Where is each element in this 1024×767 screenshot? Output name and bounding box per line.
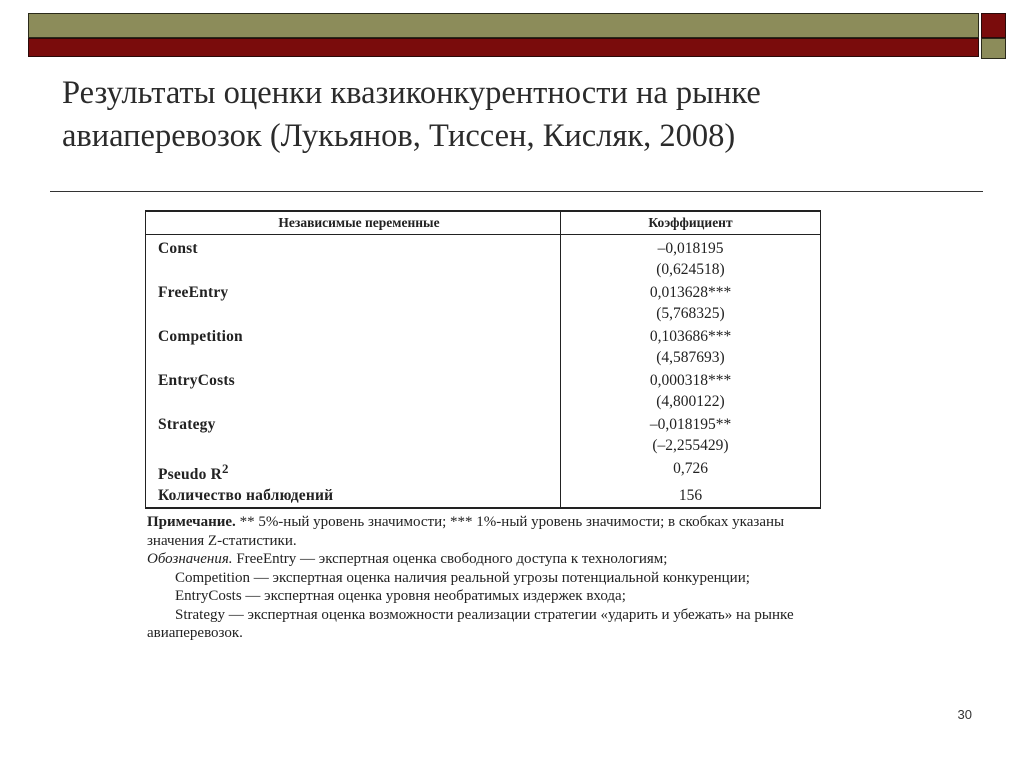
page-number: 30 <box>957 707 972 722</box>
table-row <box>146 414 821 458</box>
legend-entrycosts: EntryCosts — экспертная оценка уровня необратимых издержек входа; <box>175 588 626 604</box>
coef-value: 0,103686*** <box>649 328 732 345</box>
coefficient-cell <box>561 414 821 458</box>
corner-olive-block <box>981 38 1006 59</box>
pseudo-r-superscript: 2 <box>222 461 229 476</box>
legend-paragraph <box>147 550 823 569</box>
z-stat-value: (4,800122) <box>656 393 725 410</box>
coef-value: 0,013628*** <box>649 284 732 301</box>
variable-name: Количество наблюдений <box>146 485 561 508</box>
top-olive-stripe <box>28 13 979 38</box>
coefficient-cell <box>561 370 821 414</box>
z-stat-value: (5,768325) <box>656 305 725 322</box>
coefficient-cell <box>561 282 821 326</box>
coefficient-cell <box>561 235 821 283</box>
top-decoration-bar <box>28 13 979 59</box>
note-paragraph <box>147 513 823 550</box>
legend-competition: Competition — экспертная оценка наличия реальной угрозы потенциальной конкуренции; <box>175 569 750 586</box>
legend-freeentry: FreeEntry — экспертная оценка свободного доступа к технологиям; <box>236 551 668 567</box>
legend-label: Обозначения. <box>147 551 233 567</box>
header-coefficient: Коэффициент <box>561 211 821 235</box>
title-divider <box>50 191 983 192</box>
coef-value: 0,726 <box>673 460 708 477</box>
note-text: ** 5%-ный уровень значимости; *** 1%-ный уровень значимости; в скобках указаны значения Z-статистики. <box>147 514 785 549</box>
note-label: Примечание. <box>147 514 236 530</box>
variable-name: FreeEntry <box>146 282 561 326</box>
pseudo-r-label: Pseudo R <box>158 466 223 484</box>
coef-value: 156 <box>678 487 703 505</box>
slide-title-line-1: Результаты оценки квазиконкурентности на рынке <box>62 75 761 111</box>
slide-title <box>62 72 962 158</box>
legend-strategy: Strategy — экспертная оценка возможности реализации стратегии «ударить и убежать» на рынке авиаперевозок. <box>147 606 794 641</box>
table-header-row <box>146 211 821 235</box>
table-row <box>146 235 821 283</box>
coef-value: –0,018195 <box>657 240 724 257</box>
z-stat-value: (–2,255429) <box>652 437 729 454</box>
table-notes <box>147 513 823 643</box>
table-row <box>146 282 821 326</box>
slide-title-line-2: авиаперевозок (Лукьянов, Тиссен, Кисляк, 2008) <box>62 118 736 154</box>
z-stat-value: (0,624518) <box>656 261 725 278</box>
variable-name <box>146 458 561 485</box>
table-row <box>146 485 821 508</box>
coefficient-cell <box>561 458 821 485</box>
z-stat-value: (4,587693) <box>656 349 725 366</box>
header-variables: Независимые переменные <box>146 211 561 235</box>
table-row <box>146 458 821 485</box>
variable-name: EntryCosts <box>146 370 561 414</box>
table-row <box>146 326 821 370</box>
variable-name: Competition <box>146 326 561 370</box>
table-row <box>146 370 821 414</box>
results-table <box>145 210 821 509</box>
coef-value: 0,000318*** <box>649 372 732 389</box>
coefficient-cell <box>561 485 821 508</box>
top-red-stripe <box>28 38 979 57</box>
corner-red-block <box>981 13 1006 38</box>
coefficient-cell <box>561 326 821 370</box>
variable-name: Const <box>146 235 561 283</box>
coef-value: –0,018195** <box>649 416 732 433</box>
variable-name: Strategy <box>146 414 561 458</box>
